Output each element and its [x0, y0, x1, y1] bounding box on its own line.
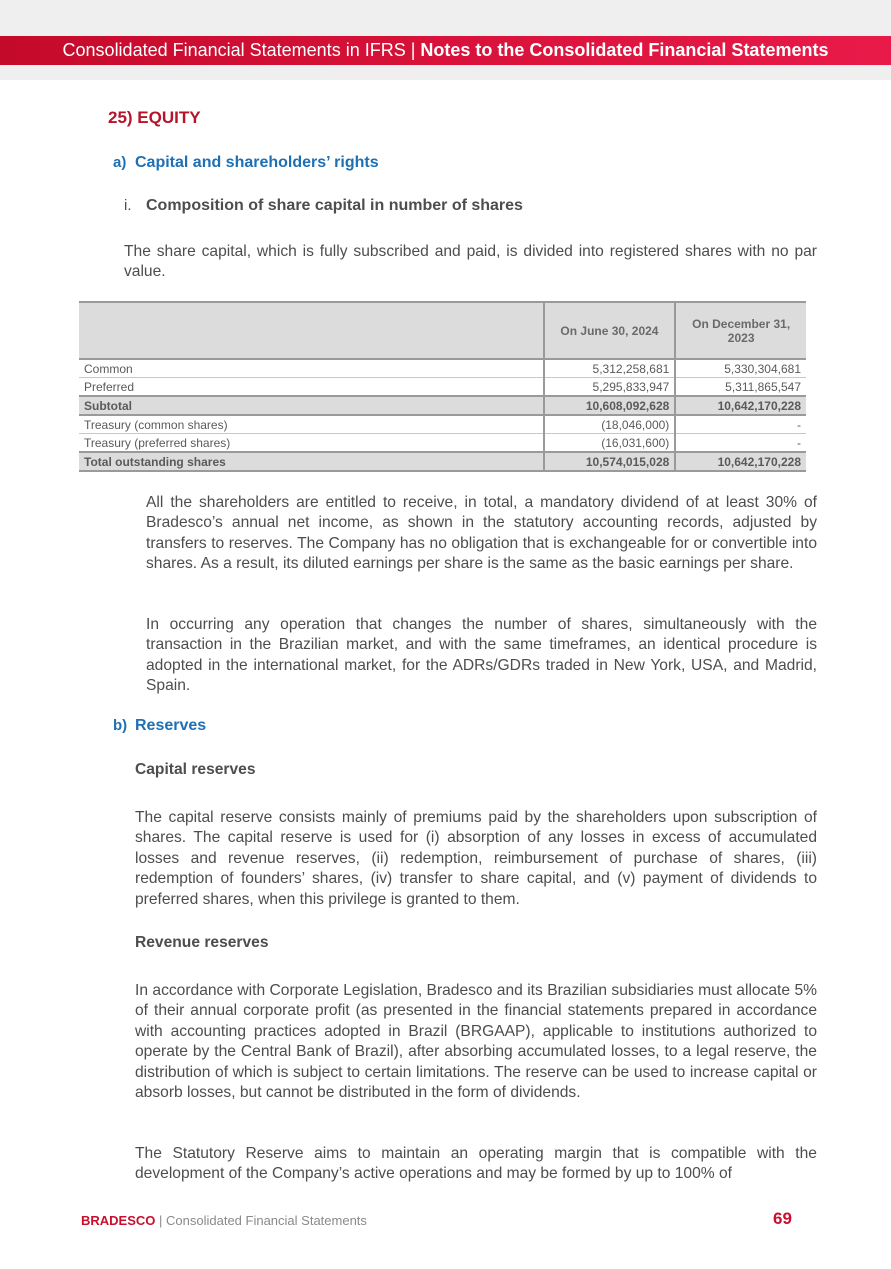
revenue-reserves-paragraph: In accordance with Corporate Legislation, Bradesco and its Brazilian subsidiaries must allocate 5% of their annual corporate profit (as presented in the financial statements prepared in accordance with accounting practices adopted in Brazil (BRGAAP), applicable to institutions authorized to operate by the Central Bank of Brazil), after absorbing accumulated losses, to a legal reserve, the distribution of which is subject to certain limitations. The reserve can be used to increase capital or absorb losses, but cannot be distributed in the form of dividends. [135, 982, 817, 1102]
revenue-reserves-heading: Revenue reserves [135, 934, 269, 951]
capital-reserves-heading: Capital reserves [135, 761, 256, 778]
row-label: Total outstanding shares [79, 452, 544, 471]
table-header-row [79, 302, 806, 359]
subsection-b-title: Reserves [135, 717, 207, 734]
subsection-a-label: a) [113, 154, 127, 171]
footer-text: | Consolidated Financial Statements [159, 1213, 367, 1228]
row-value-june: 5,295,833,947 [544, 378, 676, 397]
page-number: 69 [773, 1209, 792, 1228]
row-value-dec: 5,311,865,547 [675, 378, 806, 397]
row-label: Preferred [79, 378, 544, 397]
subsection-i-heading [124, 197, 523, 215]
statutory-reserve-paragraph: The Statutory Reserve aims to maintain an operating margin that is compatible with the development of the Company’s active operations and may be formed by up to 100% of [135, 1145, 817, 1183]
subsection-i-label: i. [124, 197, 132, 214]
header-title-part2: Notes to the Consolidated Financial Statements [420, 40, 829, 60]
table-row [79, 359, 806, 378]
header-title-part1: Consolidated Financial Statements in IFRS | [62, 40, 416, 60]
row-value-dec: - [675, 434, 806, 453]
row-value-dec: 10,642,170,228 [675, 396, 806, 415]
share-capital-table [79, 301, 806, 472]
row-value-june: (18,046,000) [544, 415, 676, 434]
table-header-june-2024: On June 30, 2024 [544, 302, 676, 359]
subsection-b-heading [113, 717, 206, 735]
row-value-june: 10,608,092,628 [544, 396, 676, 415]
table-header-dec-2023: On December 31, 2023 [675, 302, 806, 359]
row-label: Common [79, 359, 544, 378]
row-label: Subtotal [79, 396, 544, 415]
table-row [79, 378, 806, 397]
subsection-i-title: Composition of share capital in number of shares [146, 197, 523, 214]
header-bar [0, 36, 891, 65]
subsection-a-heading [113, 154, 379, 172]
subsection-a-title: Capital and shareholders’ rights [135, 154, 379, 171]
table-row-total [79, 452, 806, 471]
capital-reserves-paragraph: The capital reserve consists mainly of premiums paid by the shareholders upon subscription of shares. The capital reserve is used for (i) absorption of any losses in excess of accumulated losses and revenue reserves, (ii) redemption, reimbursement of purchase of shares, (iii) redemption of founders’ shares, (iv) transfer to share capital, and (v) payment of dividends to preferred shares, when this privilege is granted to them. [135, 809, 817, 908]
table-row [79, 434, 806, 453]
table-row [79, 415, 806, 434]
section-title: 25) EQUITY [108, 108, 201, 127]
dividend-paragraph: All the shareholders are entitled to receive, in total, a mandatory dividend of at least 30% of Bradesco’s annual net income, as shown in the statutory accounting records, adjusted by transfers to reserves. The Company has no obligation that is exchangeable for or convertible into shares. As a result, its diluted earnings per share is the same as the basic earnings per share. [146, 494, 817, 573]
row-value-june: 10,574,015,028 [544, 452, 676, 471]
footer-brand: BRADESCO [81, 1213, 156, 1228]
table-header-label [79, 302, 544, 359]
row-label: Treasury (common shares) [79, 415, 544, 434]
row-value-dec: 10,642,170,228 [675, 452, 806, 471]
row-value-june: 5,312,258,681 [544, 359, 676, 378]
row-value-dec: 5,330,304,681 [675, 359, 806, 378]
adr-paragraph: In occurring any operation that changes the number of shares, simultaneously with the transaction in the Brazilian market, and with the same timeframes, an identical procedure is adopted in the international market, for the ADRs/GDRs traded in New York, USA, and Madrid, Spain. [146, 616, 817, 695]
table-row-subtotal [79, 396, 806, 415]
row-value-june: (16,031,600) [544, 434, 676, 453]
footer [81, 1213, 367, 1228]
row-value-dec: - [675, 415, 806, 434]
row-label: Treasury (preferred shares) [79, 434, 544, 453]
subsection-b-label: b) [113, 717, 128, 734]
intro-paragraph: The share capital, which is fully subscribed and paid, is divided into registered shares with no par value. [124, 243, 817, 281]
